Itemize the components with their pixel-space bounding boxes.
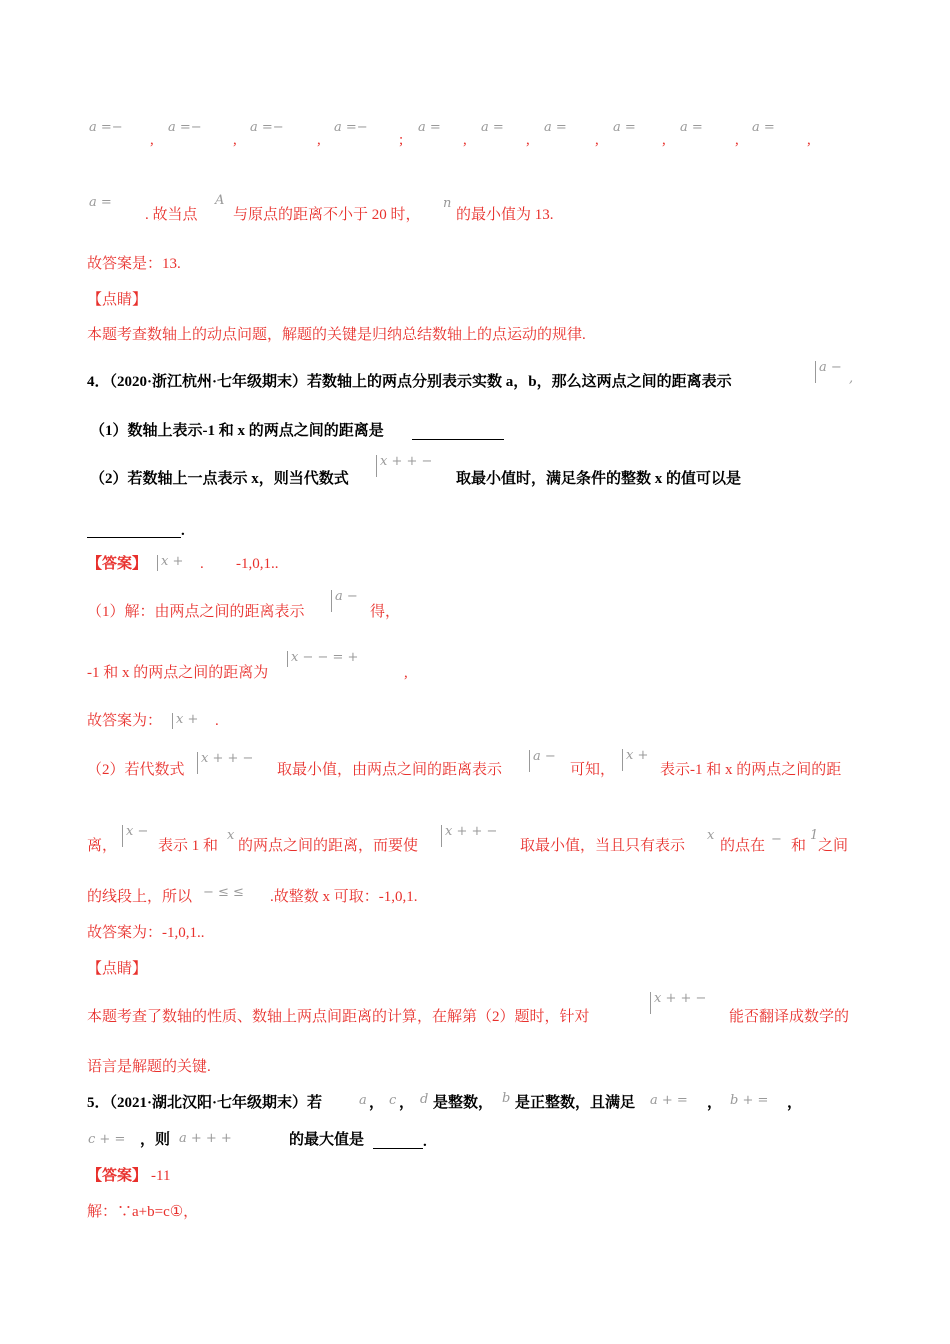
- text: 可知，: [570, 762, 616, 778]
- answer-value: -11: [151, 1168, 171, 1184]
- math-equation: a + =: [650, 1093, 688, 1108]
- text: 故答案为：: [87, 713, 163, 729]
- question-4-part-2: （2）若数轴上一点表示 x，则当代数式: [90, 471, 349, 487]
- math-term: a −: [331, 590, 358, 612]
- text: 是整数，: [433, 1095, 494, 1111]
- text: ，: [707, 1095, 723, 1111]
- dianjing-text: 能否翻译成数学的: [729, 1009, 850, 1025]
- dianjing-heading: 【点睛】: [87, 961, 148, 977]
- separator: ,: [526, 132, 530, 148]
- answer-text: 故答案是：13.: [87, 256, 181, 272]
- dianjing-text: 语言是解题的关键.: [87, 1059, 211, 1075]
- math-term: x +: [157, 555, 183, 571]
- math-term: a =: [680, 120, 703, 135]
- question-4-part-1: （1）数轴上表示-1 和 x 的两点之间的距离是: [90, 423, 384, 439]
- math-equation: b + =: [730, 1093, 769, 1108]
- text: 的两点之间的距离，而要使: [238, 838, 419, 854]
- math-term: a =−: [250, 120, 284, 135]
- answer-values: -1,0,1..: [236, 556, 279, 572]
- separator: ,: [595, 132, 599, 148]
- math-expression: a + + +: [179, 1131, 232, 1146]
- math-term: b: [502, 1091, 511, 1106]
- math-term: a =: [752, 120, 775, 135]
- math-term: A: [215, 193, 225, 208]
- text: 离，: [87, 838, 118, 854]
- math-term: a =: [613, 120, 636, 135]
- math-expression: x + + −: [650, 992, 706, 1014]
- math-term: a: [359, 1093, 367, 1108]
- text: ，: [369, 1095, 385, 1111]
- answer-blank: [412, 424, 504, 440]
- separator: ,: [463, 132, 467, 148]
- separator: ;: [399, 132, 404, 148]
- math-term: a =: [89, 195, 112, 210]
- text: ，则: [140, 1132, 171, 1148]
- text: 得，: [370, 604, 401, 620]
- separator: ,: [662, 132, 666, 148]
- separator: ,: [735, 132, 739, 148]
- text: .故整数 x 可取：-1,0,1.: [270, 889, 418, 905]
- math-expression: x − − = +: [287, 651, 358, 667]
- math-term: d: [420, 1092, 429, 1107]
- text: 之间: [818, 838, 849, 854]
- answer-blank: [87, 522, 181, 538]
- dianjing-heading: 【点睛】: [87, 292, 148, 308]
- math-term: a =: [544, 120, 567, 135]
- text: 和: [791, 838, 807, 854]
- text: 取最小值，由两点之间的距离表示: [277, 762, 503, 778]
- math-term: n: [443, 196, 452, 211]
- text: ，: [399, 1095, 415, 1111]
- math-term: x −: [122, 825, 148, 847]
- text: .: [423, 1134, 427, 1150]
- separator: ,: [233, 132, 237, 148]
- dianjing-text: 本题考查数轴上的动点问题，解题的关键是归纳总结数轴上的点运动的规律.: [87, 327, 586, 343]
- math-term: 1: [810, 828, 819, 843]
- text: 与原点的距离不小于 20 时，: [233, 207, 421, 223]
- answer-heading: 【答案】: [87, 1168, 148, 1184]
- math-term: a =−: [89, 120, 123, 135]
- math-term: a =: [418, 120, 441, 135]
- question-4-part-2: 取最小值时，满足条件的整数 x 的值可以是: [456, 471, 742, 487]
- math-term: −: [771, 832, 782, 847]
- text: 的最大值是: [289, 1132, 365, 1148]
- text: .: [215, 713, 219, 729]
- math-term: c: [389, 1093, 397, 1108]
- question-5: 5．（2021·湖北汉阳·七年级期末）若: [87, 1095, 323, 1111]
- separator: ,: [807, 132, 811, 148]
- text: 取最小值，当且只有表示: [520, 838, 686, 854]
- math-term: a −: [815, 361, 842, 383]
- text: .: [200, 556, 204, 572]
- math-term: a =: [481, 120, 504, 135]
- math-equation: c + =: [88, 1132, 126, 1147]
- math-term: a −: [529, 750, 556, 772]
- text: （2）若代数式: [87, 762, 185, 778]
- math-expression: x + + −: [376, 455, 432, 477]
- math-term: a =−: [334, 120, 368, 135]
- text: 表示 1 和: [158, 838, 219, 854]
- separator: ,: [150, 132, 154, 148]
- text: ，: [787, 1095, 803, 1111]
- math-term: ,: [849, 371, 854, 386]
- answer-heading: 【答案】: [87, 556, 148, 572]
- text: 的最小值为 13.: [456, 207, 554, 223]
- text: ,: [404, 665, 408, 681]
- text: （1）解：由两点之间的距离表示: [87, 604, 305, 620]
- text: 的点在: [720, 838, 766, 854]
- answer-blank: [373, 1133, 423, 1149]
- text: 表示-1 和 x 的两点之间的距: [660, 762, 842, 778]
- separator: ,: [317, 132, 321, 148]
- dianjing-text: 本题考查了数轴的性质、数轴上两点间距离的计算，在解第（2）题时，针对: [87, 1009, 590, 1025]
- math-expression: x + + −: [197, 752, 253, 774]
- question-4: 4．（2020·浙江杭州·七年级期末）若数轴上的两点分别表示实数 a，b，那么这两点之间的距离表示: [87, 374, 732, 390]
- text: -1 和 x 的两点之间的距离为: [87, 665, 269, 681]
- text: 故答案为：-1,0,1..: [87, 925, 205, 941]
- math-expression: − ≤ ≤: [203, 885, 244, 900]
- math-term: x: [227, 828, 235, 843]
- text: 是正整数，且满足: [515, 1095, 636, 1111]
- math-term: x +: [172, 713, 198, 729]
- text: 的线段上，所以: [87, 889, 193, 905]
- math-term: x: [707, 828, 715, 843]
- math-expression: x + + −: [441, 825, 497, 847]
- text: .: [181, 523, 185, 539]
- text: . 故当点: [145, 207, 198, 223]
- math-term: a =−: [168, 120, 202, 135]
- math-term: x +: [622, 749, 648, 771]
- solution-text: 解：∵a+b=c①，: [87, 1204, 199, 1220]
